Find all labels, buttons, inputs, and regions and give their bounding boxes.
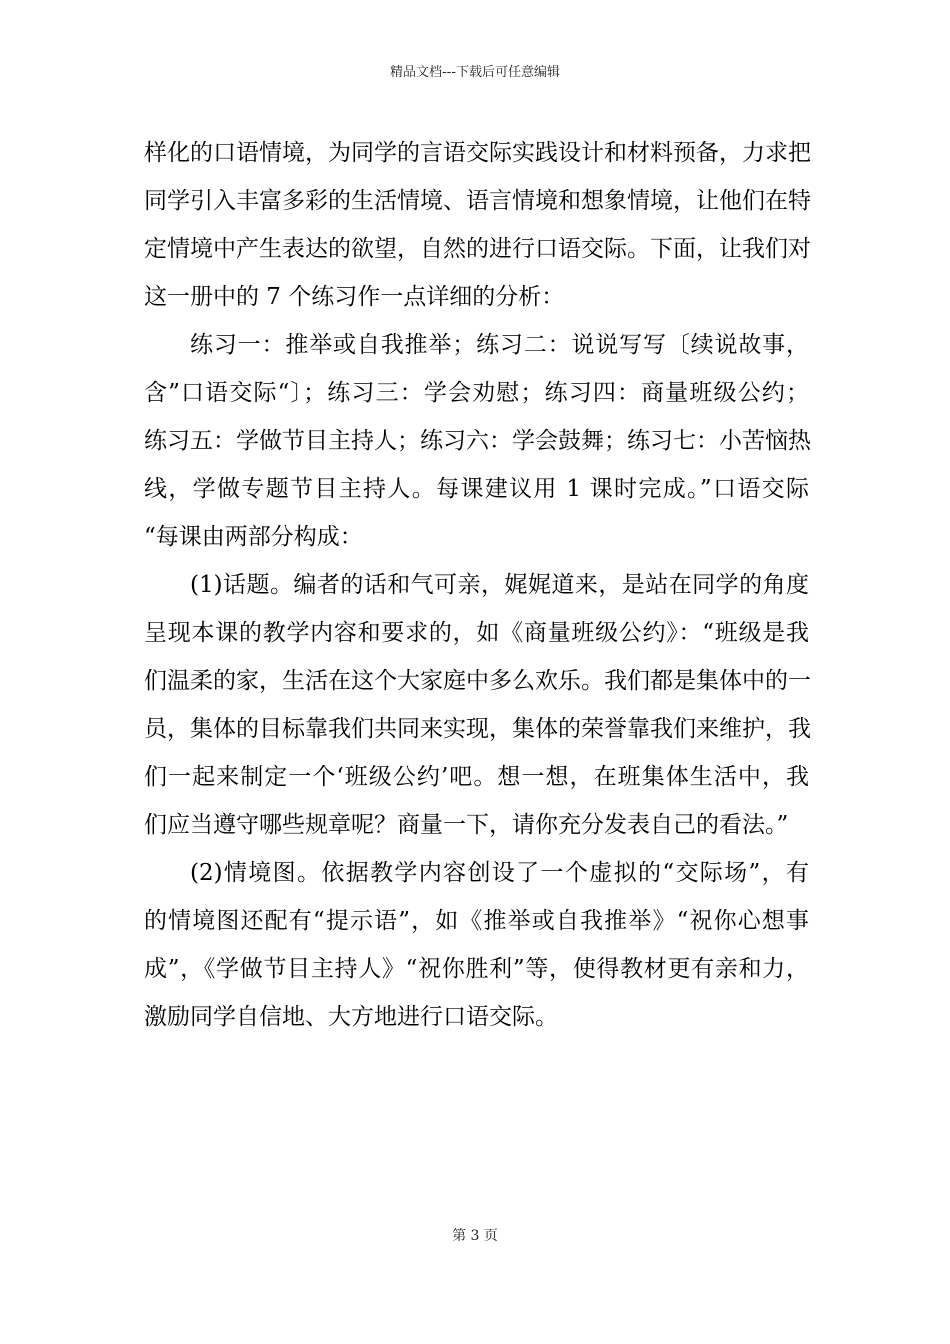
text-line: 练习五：学做节目主持人；练习六：学会鼓舞；练习七：小苦恼热: [144, 428, 811, 454]
text-line: 的情境图还配有“提示语”，如《推举或自我推举》“祝你心想事: [144, 908, 809, 934]
text-line: 含”口语交际“〕；练习三：学会劝慰；练习四：商量班级公约；: [144, 380, 809, 406]
text-line: 们温柔的家，生活在这个大家庭中多么欢乐。我们都是集体中的一: [144, 668, 811, 694]
text-line: “每课由两部分构成：: [144, 524, 363, 550]
page-footer: 第 3 页: [452, 1228, 498, 1244]
text-line: 同学引入丰富多彩的生活情境、语言情境和想象情境，让他们在特: [144, 188, 811, 214]
text-line: 线，学做专题节目主持人。每课建议用 1 课时完成。”口语交际: [144, 476, 809, 502]
text-line: 员，集体的目标靠我们共同来实现，集体的荣誉靠我们来维护，我: [144, 716, 811, 742]
text-line: 成”，《学做节目主持人》“祝你胜利”等，使得教材更有亲和力，: [144, 956, 809, 982]
text-line: 定情境中产生表达的欲望，自然的进行口语交际。下面，让我们对: [144, 236, 811, 262]
body-text: [144, 133, 809, 1045]
text-line: 这一册中的 7 个练习作一点详细的分析：: [144, 284, 565, 310]
text-line: (2)情境图。依据教学内容创设了一个虚拟的“交际场”，有: [190, 860, 809, 886]
text-line: 呈现本课的教学内容和要求的，如《商量班级公约》：“班级是我: [144, 620, 809, 646]
text-line: 样化的口语情境，为同学的言语交际实践设计和材料预备，力求把: [144, 140, 811, 166]
text-line: 们一起来制定一个‘班级公约’吧。想一想，在班集体生活中，我: [144, 764, 809, 790]
text-line: 激励同学自信地、大方地进行口语交际。: [144, 1004, 558, 1030]
text-line: 们应当遵守哪些规章呢？商量一下，请你充分发表自己的看法。”: [144, 812, 789, 838]
page-header: 精品文档---下载后可任意编辑: [389, 65, 561, 80]
text-line: 练习一：推举或自我推举；练习二：说说写写〔续说故事，: [190, 332, 809, 358]
text-line: (1)话题。编者的话和气可亲，娓娓道来，是站在同学的角度: [190, 572, 809, 598]
